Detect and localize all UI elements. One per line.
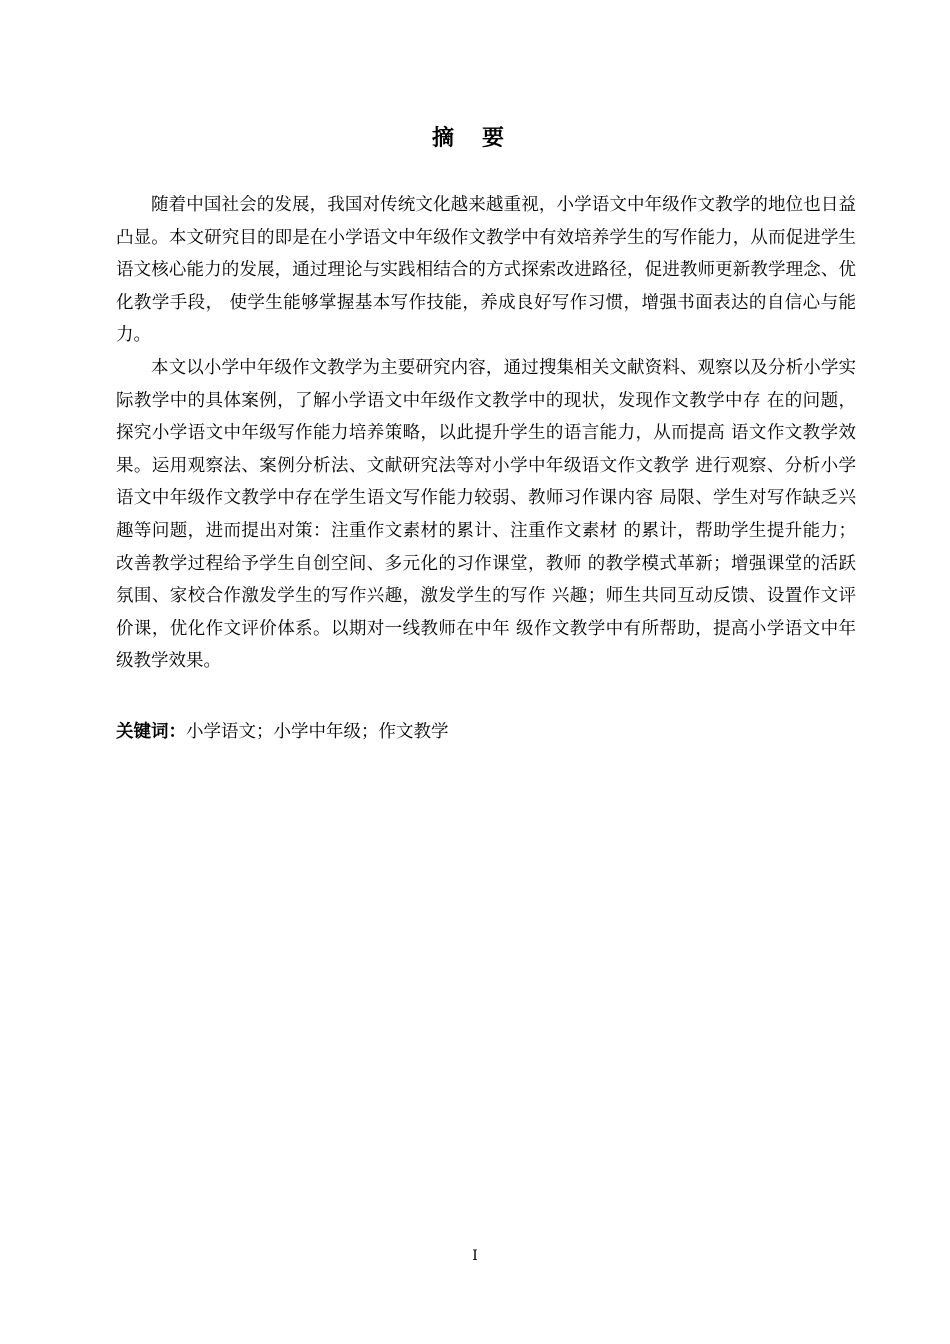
abstract-paragraph-1: 随着中国社会的发展，我国对传统文化越来越重视，小学语文中年级作文教学的地位也日益凸显。本文研究目的即是在小学语文中年级作文教学中有效培养学生的写作能力，从而促进学生语文核心能力的发展，通过理论与实践相结合的方式探索改进路径，促进教师更新教学理念、优化教学手段， 使学生能够掌握基本写作技能，养成良好写作习惯，增强书面表达的自信心与能力。 [116,195,856,346]
keywords-label: 关键词： [116,722,186,742]
keywords-line [116,716,856,748]
page-number: I [472,1248,478,1264]
keywords-value: 小学语文；小学中年级；作文教学 [186,722,449,742]
abstract-paragraph-2: 本文以小学中年级作文教学为主要研究内容，通过搜集相关文献资料、观察以及分析小学实际教学中的具体案例，了解小学语文中年级作文教学中的现状，发现作文教学中存 在的问题，探究小学语文中年级写作能力培养策略，以此提升学生的语言能力，从而提高 语文作文教学效果。运用观察法、案例分析法、文献研究法等对小学中年级语文作文教学 进行观察、分析小学语文中年级作文教学中存在学生语文写作能力较弱、教师习作课内容 局限、学生对写作缺乏兴趣等问题，进而提出对策：注重作文素材的累计、注重作文素材 的累计，帮助学生提升能力；改善教学过程给予学生自创空间、多元化的习作课堂，教师 的教学模式革新；增强课堂的活跃氛围、家校合作激发学生的写作兴趣，激发学生的写作 兴趣；师生共同互动反馈、设置作文评价课，优化作文评价体系。以期对一线教师在中年 级作文教学中有所帮助，提高小学语文中年级教学效果。 [116,357,856,672]
abstract-body [116,189,856,678]
abstract-title: 摘要 [431,126,532,151]
